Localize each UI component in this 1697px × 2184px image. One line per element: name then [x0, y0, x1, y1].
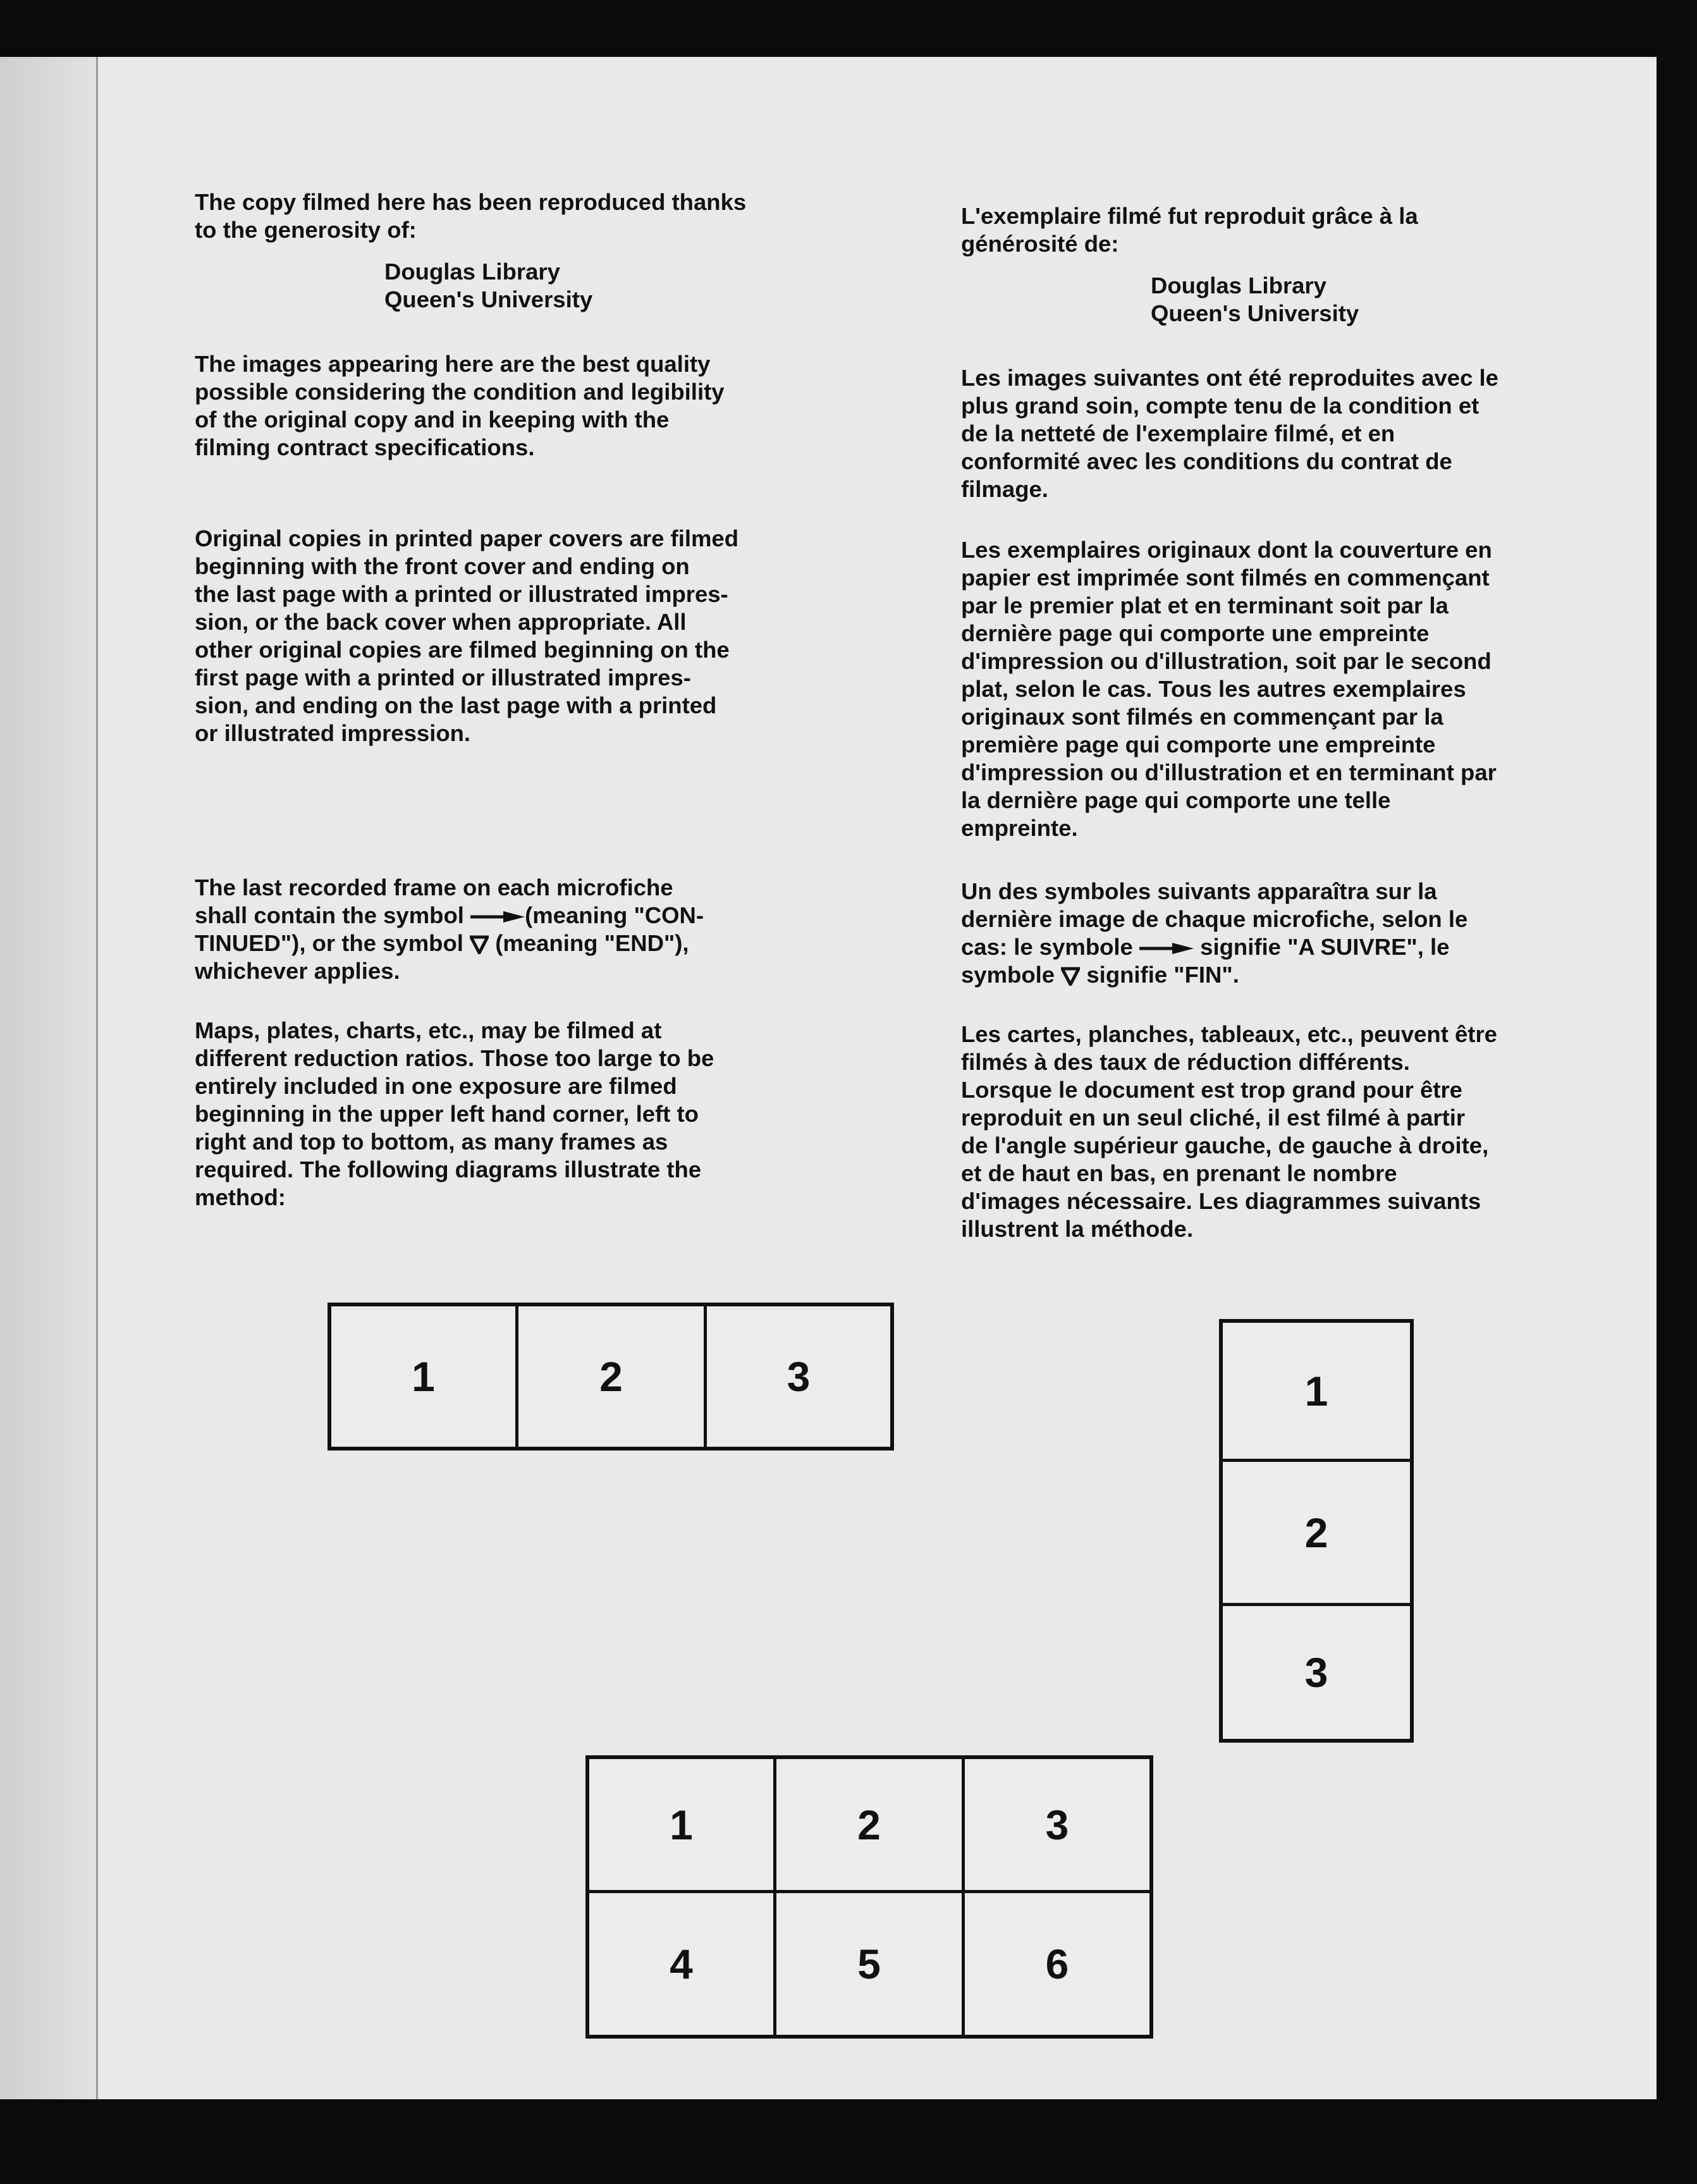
down-triangle-icon [470, 935, 489, 954]
quality-paragraph-fr: Les images suivantes ont été reproduites avec le plus grand soin, compte tenu de la condition et de la netteté de l'exemplaire filmé, et en conformité avec les conditions du contrat de filmage. [961, 365, 1498, 502]
diagram-row [328, 1303, 894, 1451]
arrow-right-icon [1139, 942, 1194, 955]
frame-cell: 1 [1223, 1323, 1410, 1462]
symbols-paragraph: The last recorded frame on each microfiche shall contain the symbol (meaning "CON- TINUED"), or the symbol (meaning "END"), whichever applies. [195, 874, 704, 984]
english-column [195, 188, 840, 1212]
library-name-fr: Douglas Library Queen's University [1151, 273, 1359, 326]
down-triangle-icon [1061, 967, 1080, 986]
covers-paragraph: Original copies in printed paper covers are filmed beginning with the front cover and ending on the last page with a printed or illustrated impres- sion, or the back cover when appropriate. All other original copies are filmed beginning on the first page with a printed or illustrated impres- sion, and ending on the last page with a printed or illustrated impression. [195, 525, 739, 746]
arrow-right-icon [470, 910, 525, 924]
frame-cell: 1 [589, 1759, 776, 1893]
library-name: Douglas Library Queen's University [384, 259, 593, 312]
covers-paragraph-fr: Les exemplaires originaux dont la couverture en papier est imprimée sont filmés en commençant par le premier plat et en terminant soit par la dernière page qui comporte une empreinte d'impression ou d'illustration, soit par le second plat, selon le cas. Tous les autres exemplaires originaux sont filmés en commençant par la première page qui comporte une empreinte d'impression ou d'illustration et en terminant par la dernière page qui comporte une telle empreinte. [961, 537, 1497, 841]
frame-cell: 6 [1045, 1941, 1069, 1987]
frame-cell: 3 [1304, 1649, 1328, 1696]
french-column [961, 202, 1619, 1243]
credit-paragraph: The copy filmed here has been reproduced thanks to the generosity of: [195, 189, 747, 243]
diagram-grid [585, 1755, 1153, 2039]
frame-cell: 2 [518, 1306, 707, 1447]
page-gutter [0, 57, 98, 2099]
frame-cell: 3 [787, 1353, 811, 1400]
frame-cell: 2 [776, 1759, 965, 1893]
maps-paragraph-fr: Les cartes, planches, tableaux, etc., peuvent être filmés à des taux de réduction différents. Lorsque le document est trop grand pour être reproduit en un seul cliché, il est filmé à partir de l'angle supérieur gauche, de gauche à droite, et de haut en bas, en prenant le nombre d'images nécessaire. Les diagrammes suivants illustrent la méthode. [961, 1021, 1497, 1242]
diagram-column [1219, 1319, 1414, 1743]
symbols-paragraph-fr: Un des symboles suivants apparaîtra sur la dernière image de chaque microfiche, selon le cas: le symbole signifie "A SUIVRE", le symbole signifie "FIN". [961, 878, 1468, 988]
credit-paragraph-fr: L'exemplaire filmé fut reproduit grâce à la générosité de: [961, 203, 1418, 257]
frame-cell: 2 [1223, 1462, 1410, 1606]
frame-cell: 5 [776, 1893, 965, 2035]
frame-cell: 1 [331, 1306, 518, 1447]
frame-cell: 3 [965, 1759, 1149, 1893]
frame-cell: 4 [589, 1893, 776, 2035]
maps-paragraph: Maps, plates, charts, etc., may be filmed at different reduction ratios. Those too large to be entirely included in one exposure are filmed beginning in the upper left hand corner, left to right and top to bottom, as many frames as required. The following diagrams illustrate the method: [195, 1017, 714, 1210]
quality-paragraph: The images appearing here are the best quality possible considering the condition and legibility of the original copy and in keeping with the filming contract specifications. [195, 351, 725, 460]
